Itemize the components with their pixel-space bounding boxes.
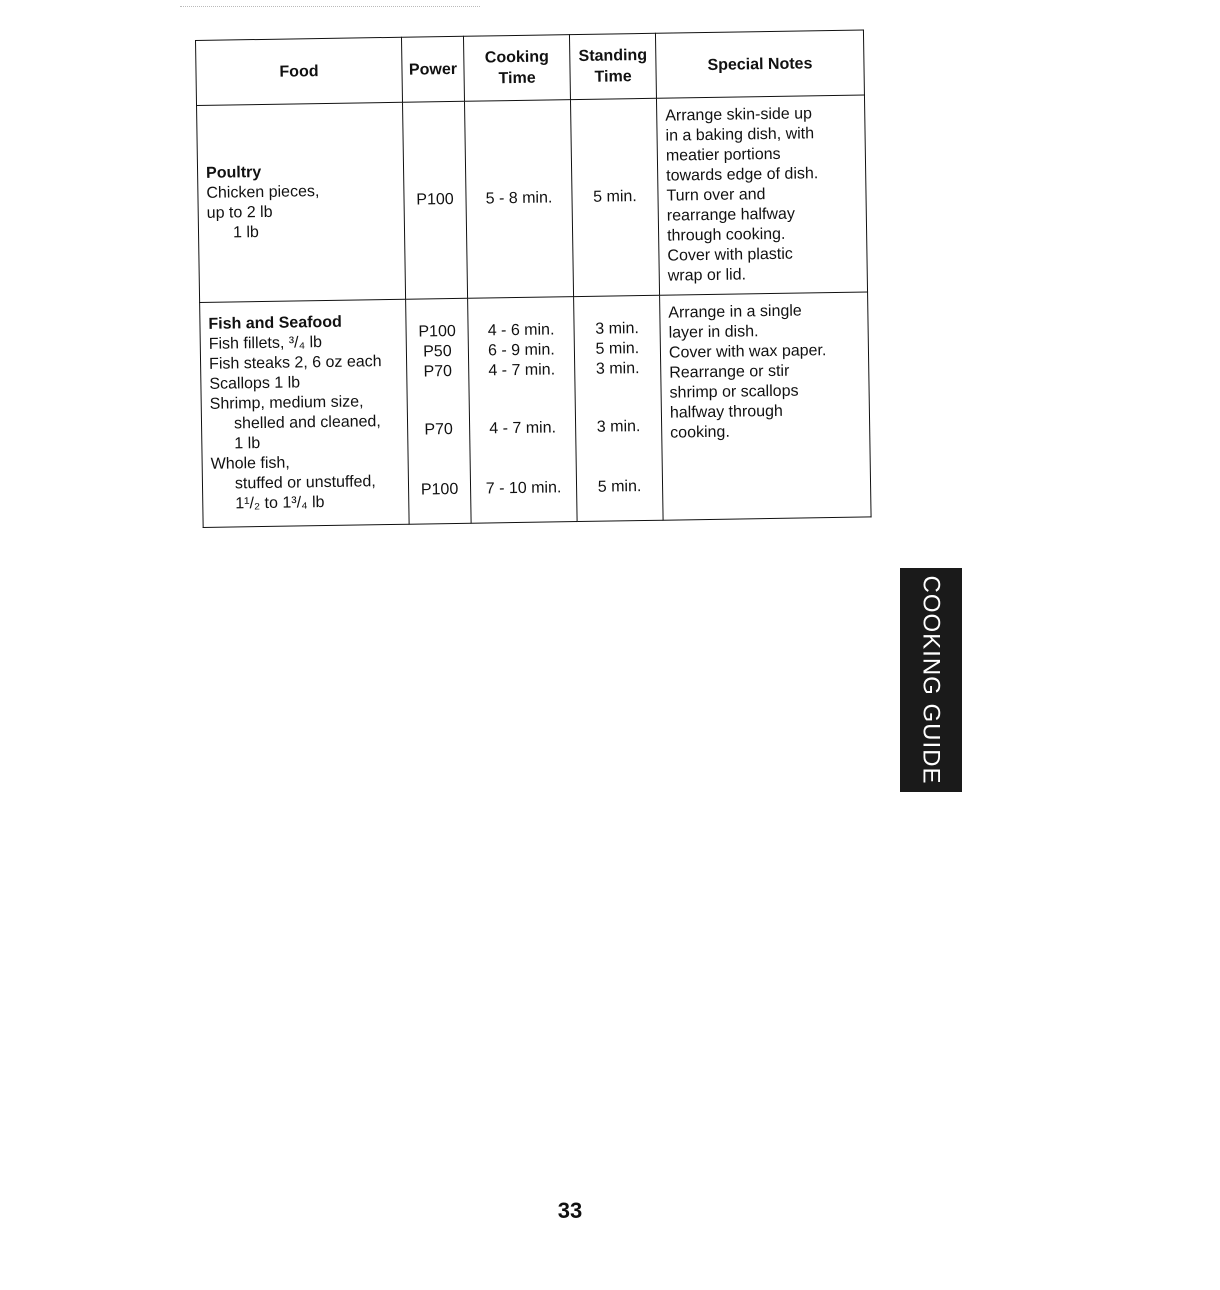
food-cell: Fish and Seafood Fish fillets, ³/₄ lb Fish steaks 2, 6 oz each Scallops 1 lb Shrimp, medium size, shelled and cleaned, 1 lb Whole fish, stuffed or unstuffed, 1¹/₂ to 1³/₄ lb <box>200 299 410 527</box>
header-cooking-time: Cooking Time <box>463 35 570 102</box>
header-special-notes: Special Notes <box>655 30 864 98</box>
standing-time-cell: 5 min. <box>570 98 659 296</box>
header-power: Power <box>401 36 464 102</box>
cooking-guide-table-wrapper <box>195 30 871 528</box>
page-number: 33 <box>557 1198 583 1223</box>
food-cell: Poultry Chicken pieces, up to 2 lb 1 lb <box>197 102 406 302</box>
scan-artifact <box>180 6 480 11</box>
power-cell: P100 P50 P70 P70 P100 <box>406 298 472 524</box>
category-label: Poultry <box>205 163 262 182</box>
notes-cell: Arrange in a single layer in dish. Cover with wax paper. Rearrange or stir shrimp or scallops halfway through cooking. <box>660 292 872 520</box>
table-header-row <box>196 30 865 105</box>
section-tab-cooking-guide <box>900 568 962 792</box>
table-row <box>197 95 868 302</box>
header-food: Food <box>196 37 403 105</box>
header-standing-time: Standing Time <box>569 33 656 99</box>
standing-time-cell: 3 min. 5 min. 3 min. 3 min. 5 min. <box>574 295 664 521</box>
category-label: Fish and Seafood <box>208 313 342 333</box>
cooking-guide-table <box>195 29 872 527</box>
table-row <box>200 292 871 527</box>
section-tab-label: COOKING GUIDE <box>918 575 945 785</box>
cooking-time-cell: 5 - 8 min. <box>464 100 573 299</box>
power-cell: P100 <box>403 101 468 299</box>
cooking-time-cell: 4 - 6 min. 6 - 9 min. 4 - 7 min. 4 - 7 min. 7 - 10 min. <box>468 297 578 524</box>
notes-cell: Arrange skin-side up in a baking dish, with meatier portions towards edge of dish. Turn over and rearrange halfway through cooking. Cover with plastic wrap or lid. <box>656 95 867 295</box>
